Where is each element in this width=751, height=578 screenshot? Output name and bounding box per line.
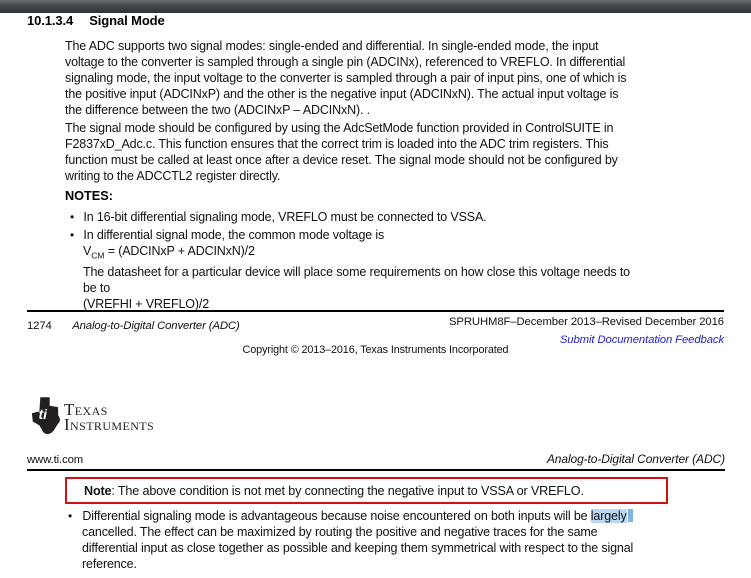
- chapter-title: Analog-to-Digital Converter (ADC): [546, 452, 725, 466]
- page-separator-band: [0, 0, 751, 13]
- brand-line-2: Instruments: [64, 415, 155, 434]
- bullet-line: differential input as close together as possible and keeping them symmetrical with respect to the signal: [82, 541, 634, 555]
- paragraph-line: signaling mode, the input voltage to the converter is sampled through a pair of input pins, one of which is: [65, 71, 627, 85]
- paragraph-signal-modes: [65, 38, 626, 118]
- ti-logo: [30, 396, 154, 436]
- differential-bullet: [68, 508, 633, 572]
- bullet-line: [68, 508, 633, 524]
- note-label: Note: [84, 483, 112, 498]
- bullet-text: In 16-bit differential signaling mode, VREFLO must be connected to VSSA.: [83, 210, 487, 224]
- section-title: Signal Mode: [89, 13, 165, 28]
- notes-heading: NOTES:: [65, 189, 113, 203]
- note-text: [84, 484, 584, 498]
- note-body: : The above condition is not met by connecting the negative input to VSSA or VREFLO.: [111, 483, 584, 498]
- submit-feedback-link[interactable]: Submit Documentation Feedback: [559, 334, 724, 346]
- ti-logo-icon: [30, 396, 60, 436]
- doc-reference: SPRUHM8F–December 2013–Revised December 2016: [448, 316, 724, 328]
- note-bullet-2: [70, 227, 630, 312]
- bullet-line: reference.: [82, 557, 137, 571]
- paragraph-line: voltage to the converter is sampled through a single pin (ADCINx), referenced to VREFLO. In differential: [65, 55, 626, 69]
- page-number: 1274: [27, 320, 52, 332]
- paragraph-line: The ADC supports two signal modes: single-ended and differential. In single-ended mode, the input: [65, 39, 599, 53]
- section-number: 10.1.3.4: [27, 13, 74, 28]
- paragraph-line: The signal mode should be configured by using the AdcSetMode function provided in ControlSUITE in: [65, 121, 614, 135]
- paragraph-adcsetmode: [65, 120, 618, 184]
- bullet-icon: •: [68, 509, 73, 523]
- ti-url-link[interactable]: www.ti.com: [27, 454, 84, 466]
- brand-line-1: Texas: [64, 400, 108, 419]
- bullet-icon: •: [70, 228, 75, 242]
- formula-vcm: [70, 243, 630, 264]
- bullet-text-prefix: Differential signaling mode is advantageous because noise encountered on both inputs will be: [82, 509, 591, 523]
- highlighted-note-box: [65, 477, 668, 504]
- selection-highlight: largely: [590, 509, 627, 523]
- paragraph-line: F2837xD_Adc.c. This function ensures that the correct trim is loaded into the ADC trim registers. This: [65, 137, 609, 151]
- paragraph-line: writing to the ADCCTL2 register directly.: [65, 169, 281, 183]
- paragraph-line: the positive input (ADCINxP) and the other is the negative input (ADCINxN). The actual input voltage is: [65, 87, 619, 101]
- page2-header-row: [27, 452, 725, 466]
- formula-subscript: CM: [91, 250, 105, 261]
- bullet-line: cancelled. The effect can be maximized by routing the positive and negative traces for the same: [82, 525, 598, 539]
- footer-doc-title: Analog-to-Digital Converter (ADC): [72, 320, 240, 332]
- note-bullet-1: [70, 209, 486, 225]
- bullet-line: be to: [83, 280, 111, 295]
- bullet-text: In differential signal mode, the common mode voltage is: [83, 228, 385, 242]
- paragraph-line: the difference between the two (ADCINxP – ADCINxN). .: [65, 103, 370, 117]
- selection-caret: [628, 509, 633, 522]
- bullet-line: The datasheet for a particular device will place some requirements on how close this voltage needs to: [83, 264, 630, 279]
- formula-rest: = (ADCINxP + ADCINxN)/2: [104, 244, 255, 258]
- section-heading: [27, 13, 165, 28]
- header-rule: [27, 469, 725, 471]
- footer-rule: [27, 310, 724, 312]
- copyright-text: Copyright © 2013–2016, Texas Instruments Incorporated: [242, 344, 509, 356]
- bullet-line: (VREFHI + VREFLO)/2: [83, 296, 209, 311]
- paragraph-line: function must be called at least once after a device reset. The signal mode should not be configured by: [65, 153, 618, 167]
- svg-text:ti: ti: [38, 405, 48, 422]
- bullet-line: [70, 227, 630, 243]
- brand-wordmark: [64, 402, 154, 432]
- formula-base: V: [83, 244, 92, 258]
- bullet-icon: •: [70, 210, 75, 224]
